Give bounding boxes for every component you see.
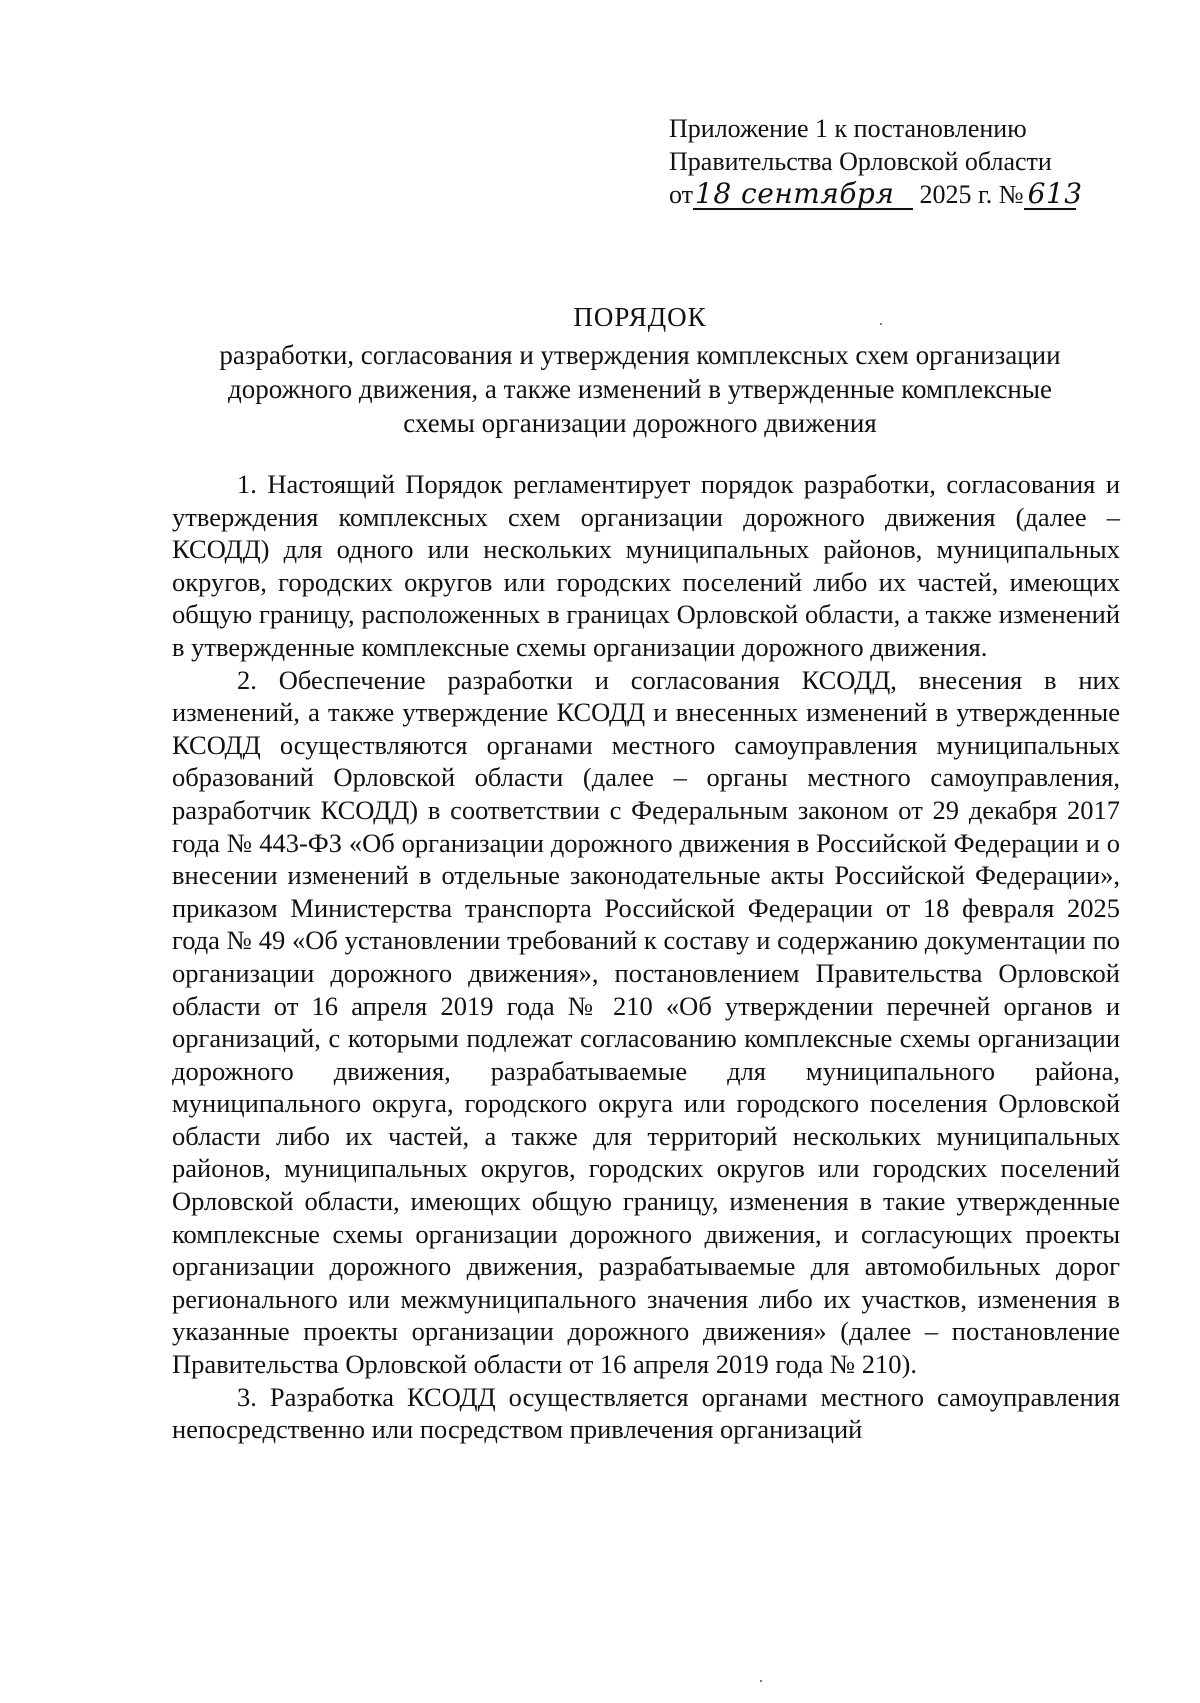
title-main: ПОРЯДОК xyxy=(573,302,707,332)
document-body xyxy=(172,468,1120,1446)
paragraph-2: 2. Обеспечение разработки и согласования КСОДД, внесения в них изменений, а также утверждение КСОДД и внесенных изменений в утвержденные КСОДД осуществляются органами местного самоуправления муниципальных образований Орловской области (далее – органы местного самоуправления, разработчик КСОДД) в соответствии с Федеральным законом от 29 декабря 2017 года № 443-ФЗ «Об организации дорожного движения в Российской Федерации и о внесении изменений в отдельные законодательные акты Российской Федерации», приказом Министерства транспорта Российской Федерации от 18 февраля 2025 года № 49 «Об установлении требований к составу и содержанию документации по организации дорожного движения», постановлением Правительства Орловской области от 16 апреля 2019 года № 210 «Об утверждении перечней органов и организаций, с которыми подлежат согласованию комплексные схемы организации дорожного движения, разрабатываемые для муниципального района, муниципального округа, городского округа или городского поселения Орловской области либо их частей, а также для территорий нескольких муниципальных районов, муниципальных округов, городских округов или городских поселений Орловской области, имеющих общую границу, изменения в такие утвержденные комплексные схемы организации дорожного движения, и согласующих проекты организации дорожного движения, разрабатываемые для автомобильных дорог регионального или межмуниципального значения либо их участков, изменения в указанные проекты организации дорожного движения» (далее – постановление Правительства Орловской области от 16 апреля 2019 года № 210). xyxy=(172,664,1120,1380)
appendix-date-line xyxy=(669,178,1129,211)
document-title xyxy=(150,300,1130,440)
appendix-line-2: Правительства Орловской области xyxy=(669,147,1052,176)
handwritten-date-text: 18 сентября xyxy=(695,177,895,210)
appendix-line-1: Приложение 1 к постановлению xyxy=(669,114,1027,143)
handwritten-number-text: 613 xyxy=(1027,177,1083,210)
scan-speck xyxy=(880,323,882,325)
title-subline-1: разработки, согласования и утверждения комплексных схем организации xyxy=(219,340,1061,370)
year-and-number-label: 2025 г. № xyxy=(919,180,1024,209)
appendix-header xyxy=(669,112,1129,211)
title-subline-2: дорожного движения, а также изменений в утвержденные комплексные xyxy=(228,374,1052,404)
title-subline-3: схемы организации дорожного движения xyxy=(403,408,877,438)
handwritten-number xyxy=(1024,177,1083,210)
paragraph-1: 1. Настоящий Порядок регламентирует порядок разработки, согласования и утверждения комплексных схем организации дорожного движения (далее – КСОДД) для одного или нескольких муниципальных районов, муниципальных округов, городских округов или городских поселений либо их частей, имеющих общую границу, расположенных в границах Орловской области, а также изменений в утвержденные комплексные схемы организации дорожного движения. xyxy=(172,469,1120,662)
handwritten-date xyxy=(693,177,913,210)
paragraph-3: 3. Разработка КСОДД осуществляется органами местного самоуправления непосредственно или посредством привлечения организаций xyxy=(172,1381,1120,1445)
date-prefix: от xyxy=(669,180,694,209)
scan-speck xyxy=(760,1680,762,1682)
